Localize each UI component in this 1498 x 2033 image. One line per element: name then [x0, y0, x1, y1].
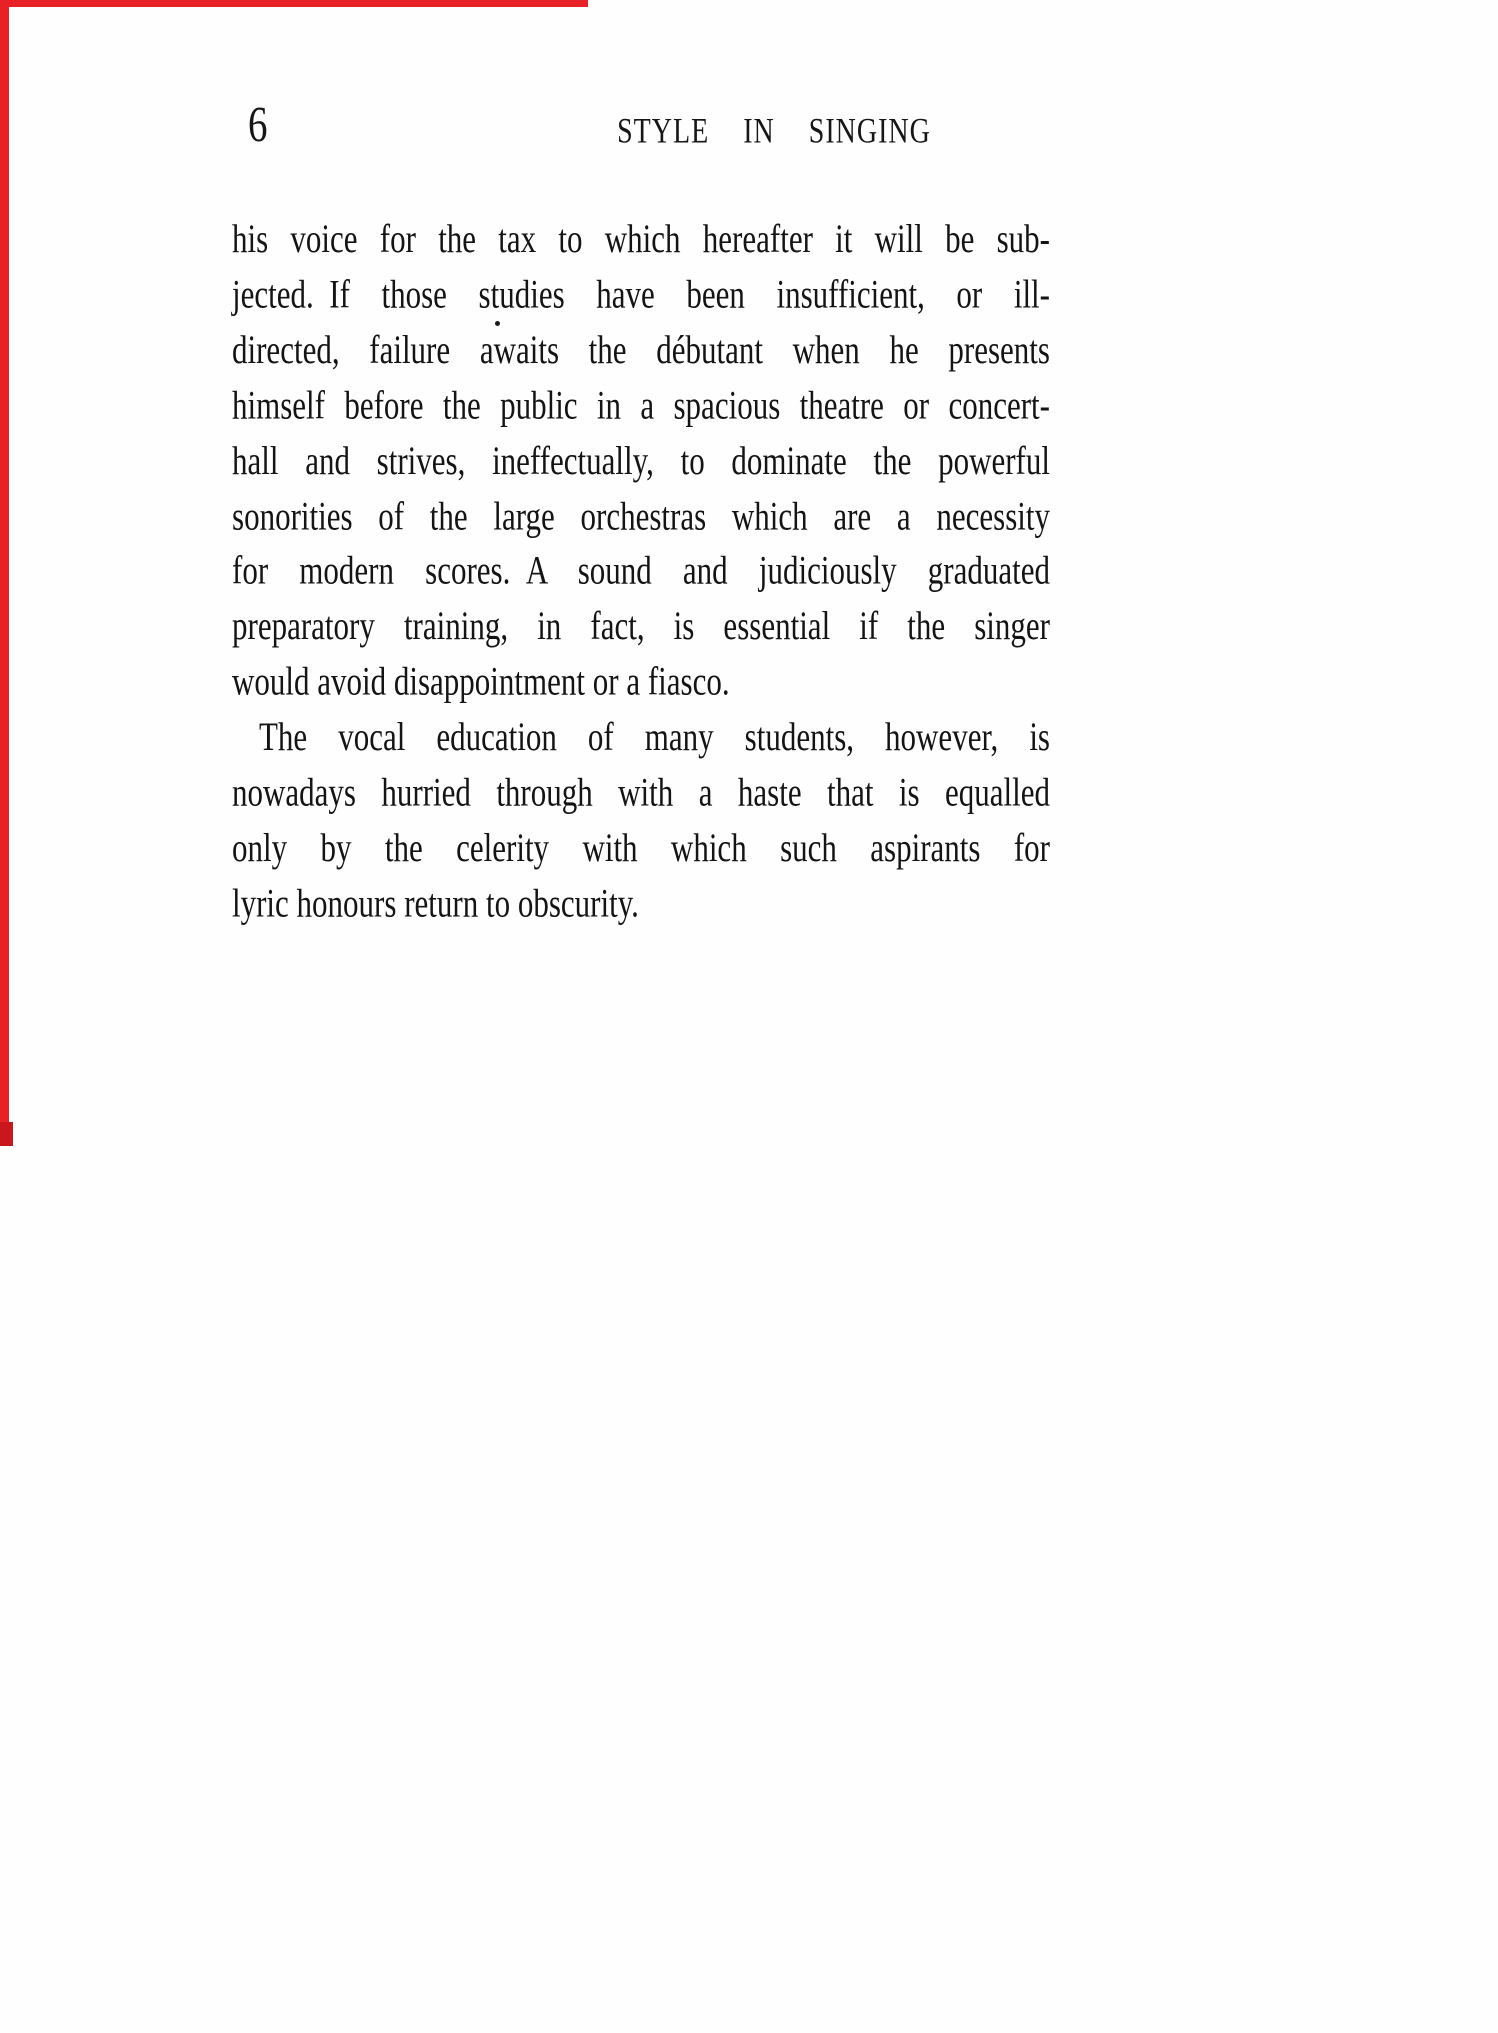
- body-text: [232, 212, 1050, 932]
- text-line: his voice for the tax to which hereafter it will be sub-: [232, 215, 1050, 262]
- text-line: directed, failure awaits the débutant when he presents: [232, 326, 1050, 372]
- text-line: only by the celerity with which such aspirants for: [232, 824, 1050, 870]
- ink-dot-artifact: [495, 321, 500, 326]
- text-line: lyric honours return to obscurity.: [232, 880, 639, 926]
- page-number: 6: [248, 97, 268, 154]
- scan-mark-left-edge-tip: [0, 1122, 13, 1146]
- running-header: STYLE IN SINGING: [617, 111, 931, 152]
- text-line: nowadays hurried through with a haste that is equalled: [232, 769, 1050, 815]
- text-line: himself before the public in a spacious theatre or concert-: [232, 381, 1050, 428]
- text-line: would avoid disappointment or a fiasco.: [232, 658, 730, 704]
- scan-mark-top-edge: [0, 0, 588, 7]
- text-line: The vocal education of many students, however, is: [259, 714, 1050, 760]
- text-line: sonorities of the large orchestras which are a necessity: [232, 492, 1050, 538]
- text-line: preparatory training, in fact, is essential if the singer: [232, 603, 1050, 649]
- text-line: hall and strives, ineffectually, to dominate the powerful: [232, 437, 1050, 483]
- text-line: jected. If those studies have been insufficient, or ill-: [232, 271, 1050, 317]
- scan-mark-left-edge: [0, 0, 9, 1146]
- text-line: for modern scores. A sound and judiciously graduated: [232, 547, 1050, 594]
